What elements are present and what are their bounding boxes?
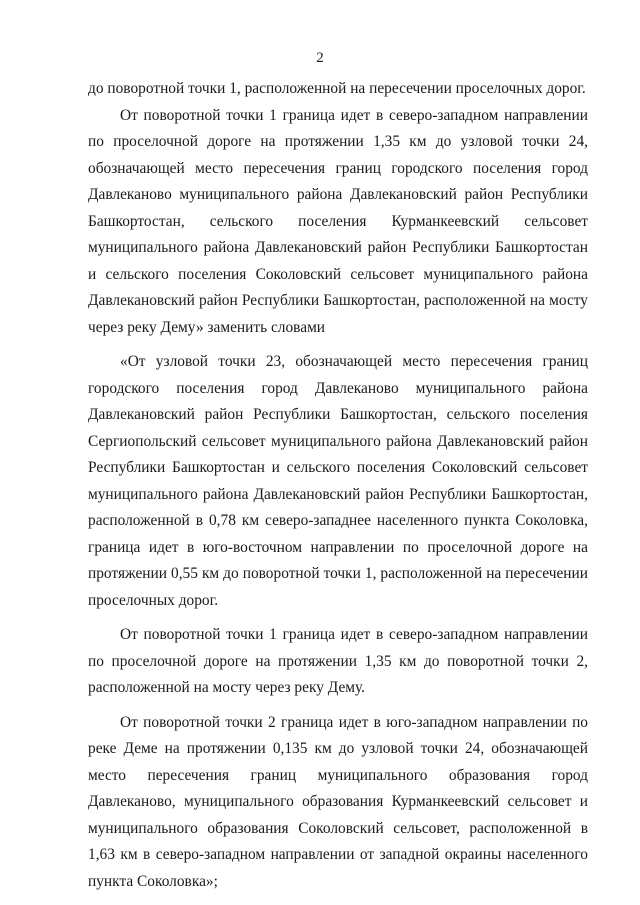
paragraph-replacement-text: «От узловой точки 23, обозначающей место пересечения границ городского поселения город Давлеканово муниципального района Давлекановский район Республики Башкортостан, сельского поселения Сергиопольский сельсовет муниципального района Давлекановский район Республики Башкортостан и сельского поселения Соколовский сельсовет муниципального района Давлекановский район Республики Башкортостан, расположенной в 0,78 км северо-западнее населенного пункта Соколовка, граница идет в юго-восточном направлении по проселочной дороге на протяжении 0,55 км до поворотной точки 1, расположенной на пересечении проселочных дорог. [88,353,588,609]
paragraph-boundary-point-1: От поворотной точки 1 граница идет в северо-западном направлении по проселочной дороге на протяжении 1,35 км до узловой точки 24, обозначающей место пересечения границ городского поселения город Давлеканово муниципального района Давлекановский район Республики Башкортостан, сельского поселения Курманкеевский сельсовет муниципального района Давлекановский район Республики Башкортостан и сельского поселения Соколовский сельсовет муниципального района Давлекановский район Республики Башкортостан, расположенной на мосту через реку Дему» заменить словами [88,106,588,336]
document-body [88,76,588,895]
paragraph-continuation: до поворотной точки 1, расположенной на пересечении проселочных дорог. [88,80,586,97]
page-number: 2 [316,50,324,66]
paragraph-boundary-point-1-new: От поворотной точки 1 граница идет в северо-западном направлении по проселочной дороге на протяжении 1,35 км до поворотной точки 2, расположенной на мосту через реку Дему. [88,626,588,696]
paragraph-boundary-point-2: От поворотной точки 2 граница идет в юго-западном направлении по реке Деме на протяжении 0,135 км до узловой точки 24, обозначающей место пересечения границ муниципального образования город Давлеканово, муниципального образования Курманкеевский сельсовет и муниципального образования Соколовский сельсовет, расположенной в 1,63 км в северо-западном направлении от западной окраины населенного пункта Соколовка»; [88,713,588,890]
